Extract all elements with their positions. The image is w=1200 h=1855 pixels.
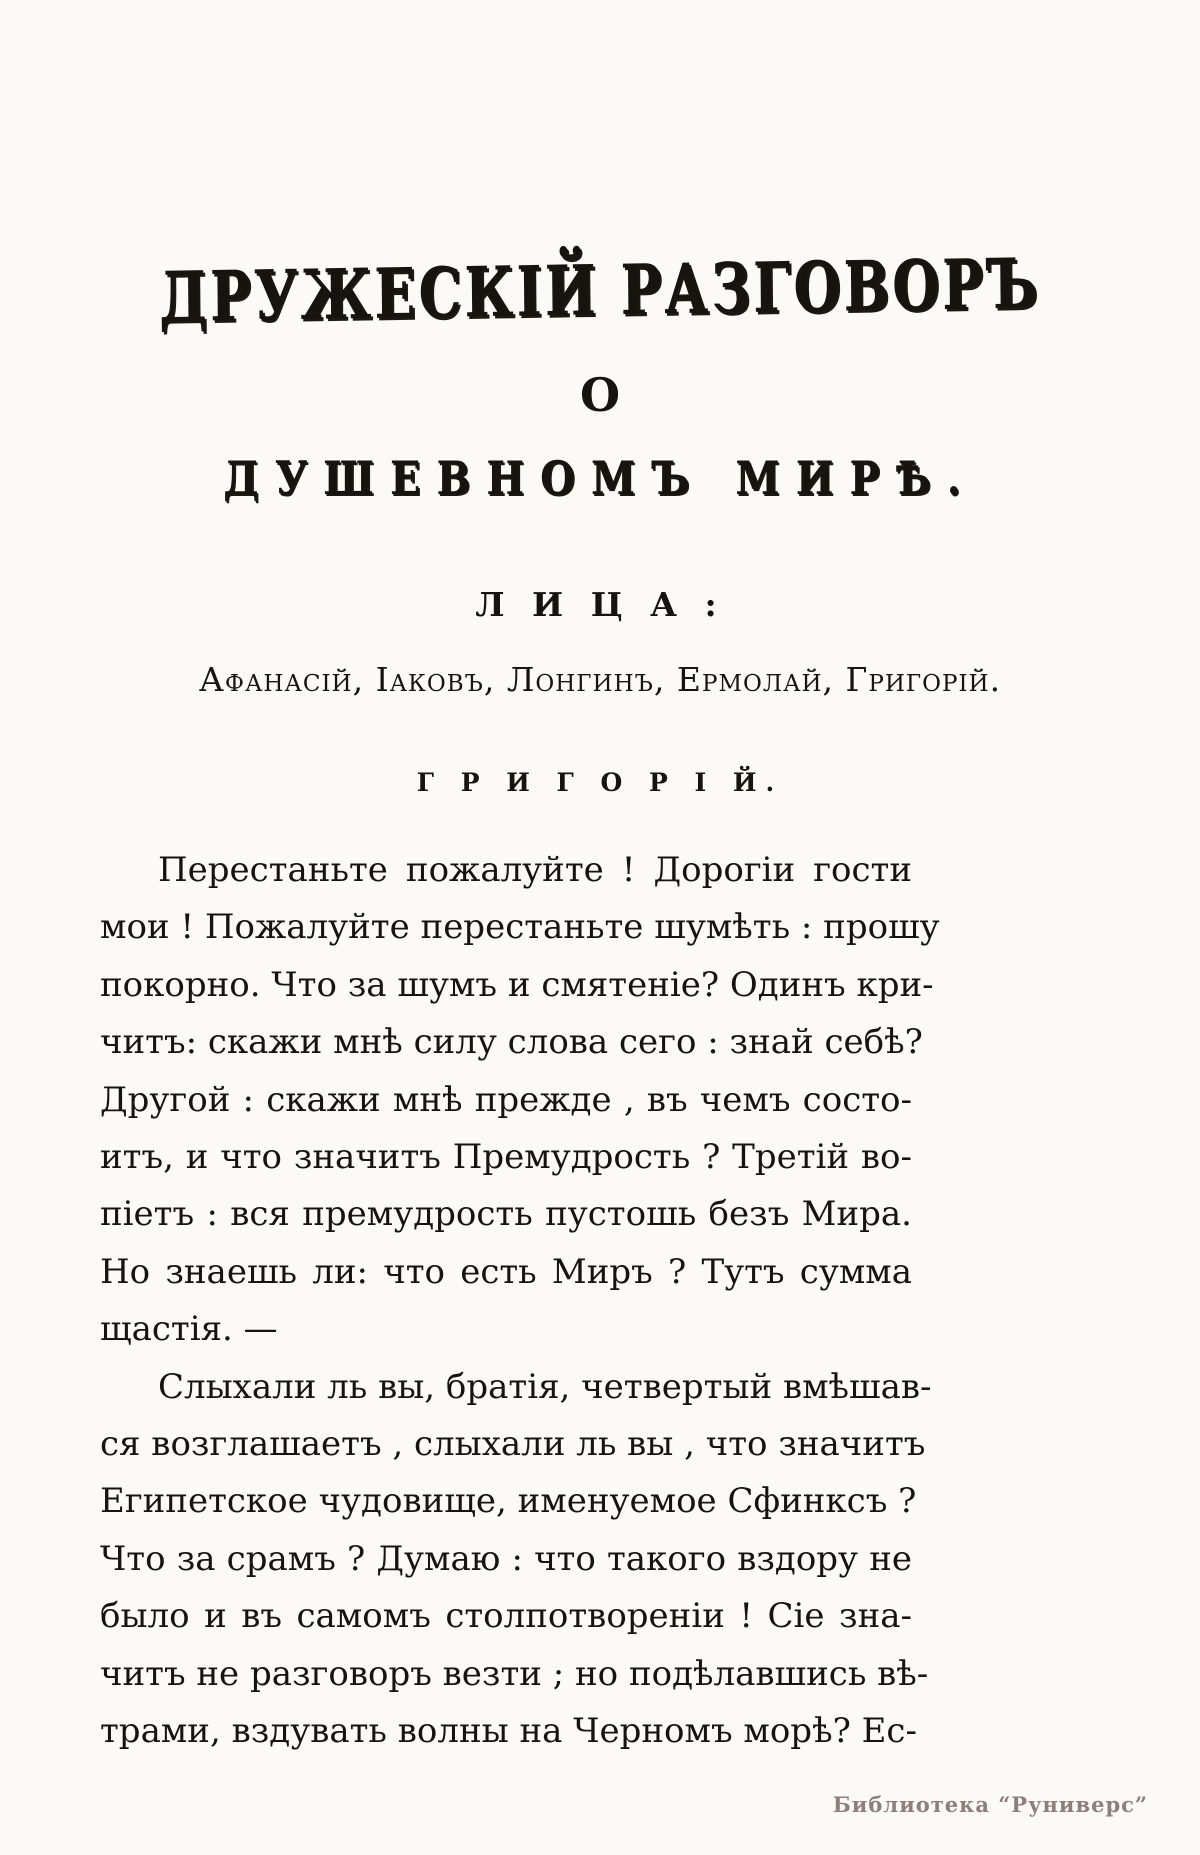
- text-line: Египетское чудовище, именуемое Сфинксъ ?: [100, 1481, 917, 1522]
- text-line: трами, вздувать волны на Черномъ морѣ? Ес-: [100, 1711, 917, 1752]
- book-title-line1-text: ДРУЖЕСКІЙ РАЗГОВОРЪ: [158, 242, 1042, 338]
- library-watermark: Библиотека “Руниверс”: [832, 1792, 1148, 1817]
- book-title-line2: О: [579, 368, 621, 422]
- text-line: итъ, и что значитъ Премудрость ? Третій во-: [100, 1137, 912, 1178]
- text-line: піетъ : вся премудрость пустошь безъ Мира.: [100, 1194, 912, 1235]
- book-title-line1: [0, 242, 1200, 338]
- book-title-line3-text: ДУШЕВНОМЪ МИРѢ.: [223, 451, 977, 506]
- text-line: читъ: скажи мнѣ силу слова сего : знай себѣ?: [100, 1022, 923, 1063]
- text-line: Но знаешь ли: что есть Миръ ? Тутъ сумма: [100, 1251, 912, 1292]
- text-line: Перестаньте пожалуйте ! Дорогіи гости: [158, 850, 912, 890]
- text-line: было и въ самомъ столпотвореніи ! Сіе зна-: [100, 1596, 912, 1637]
- cast-names: Афанасій, Іаковъ, Лонгинъ, Ермолай, Григорій.: [198, 660, 1002, 699]
- text-line: Слыхали ль вы, братія, четвертый вмѣшав-: [158, 1366, 932, 1407]
- text-line: Другой : скажи мнѣ прежде , въ чемъ состо-: [100, 1079, 912, 1120]
- text-line: покорно. Что за шумъ и смятеніе? Одинъ кри-: [100, 964, 934, 1005]
- text-line: щастія. —: [100, 1309, 278, 1350]
- speaker-heading: Г Р И Г О Р І Й.: [416, 768, 784, 797]
- text-line: ся возглашаетъ , слыхали ль вы , что значитъ: [100, 1424, 926, 1465]
- book-title-line3: [0, 451, 1200, 506]
- cast-heading: Л И Ц А :: [475, 585, 725, 624]
- body-text: [100, 842, 940, 1761]
- text-line: мои ! Пожалуйте перестаньте шумѣть : прошу: [100, 907, 940, 948]
- text-line: Что за срамъ ? Думаю : что такого вздору не: [100, 1538, 912, 1579]
- text-line: читъ не разговоръ везти ; но подѣлавшись вѣ-: [100, 1653, 929, 1694]
